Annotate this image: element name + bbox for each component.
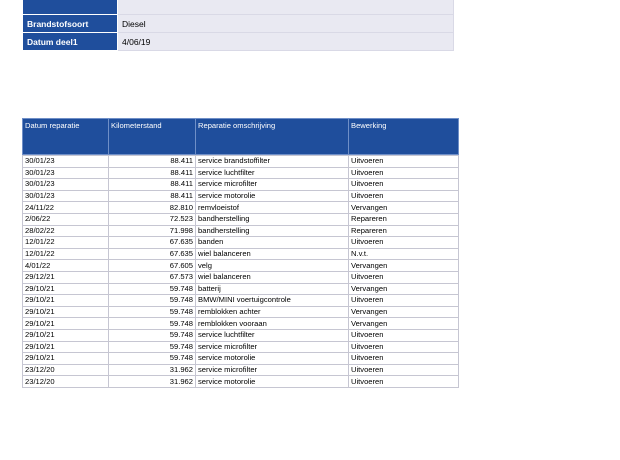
info-row (23, 33, 454, 51)
repair-mileage: 31.962 (109, 376, 196, 388)
table-row (23, 167, 459, 179)
table-row (23, 260, 459, 272)
repair-action: Uitvoeren (349, 341, 459, 353)
repair-description: remblokken achter (196, 306, 349, 318)
repair-date: 23/12/20 (23, 364, 109, 376)
repair-description: wiel balanceren (196, 248, 349, 260)
repair-mileage: 88.411 (109, 190, 196, 202)
repair-mileage: 71.998 (109, 225, 196, 237)
table-row (23, 190, 459, 202)
info-value: Diesel (118, 15, 454, 33)
repair-action: Vervangen (349, 283, 459, 295)
header-bewerking: Bewerking (349, 119, 459, 155)
repair-date: 2/06/22 (23, 213, 109, 225)
repair-description: velg (196, 260, 349, 272)
repair-description: service brandstoffilter (196, 156, 349, 168)
repair-description: bandherstelling (196, 225, 349, 237)
table-row (23, 202, 459, 214)
repair-date: 4/01/22 (23, 260, 109, 272)
repair-date: 29/10/21 (23, 283, 109, 295)
repair-action: Uitvoeren (349, 167, 459, 179)
repair-date: 29/10/21 (23, 341, 109, 353)
repair-mileage: 31.962 (109, 364, 196, 376)
table-row (23, 237, 459, 249)
repair-date: 12/01/22 (23, 237, 109, 249)
repair-mileage: 59.748 (109, 329, 196, 341)
table-row (23, 306, 459, 318)
repair-description: service microfilter (196, 364, 349, 376)
repair-description: BMW/MINI voertuigcontrole (196, 295, 349, 307)
repair-date: 23/12/20 (23, 376, 109, 388)
table-row (23, 283, 459, 295)
repair-description: bandherstelling (196, 213, 349, 225)
repair-mileage: 67.635 (109, 237, 196, 249)
repair-date: 29/10/21 (23, 306, 109, 318)
repair-action: Repareren (349, 213, 459, 225)
repair-mileage: 82.810 (109, 202, 196, 214)
repair-mileage: 88.411 (109, 179, 196, 191)
table-row (23, 295, 459, 307)
repair-date: 29/10/21 (23, 353, 109, 365)
repair-action: Uitvoeren (349, 353, 459, 365)
repair-date: 29/12/21 (23, 271, 109, 283)
repair-mileage: 88.411 (109, 167, 196, 179)
repair-description: service microfilter (196, 179, 349, 191)
repair-date: 30/01/23 (23, 167, 109, 179)
table-row (23, 329, 459, 341)
repair-description: remblokken vooraan (196, 318, 349, 330)
repair-history-table (22, 118, 459, 388)
repair-action: Uitvoeren (349, 271, 459, 283)
info-label (23, 0, 118, 15)
repair-action: Uitvoeren (349, 364, 459, 376)
repair-mileage: 59.748 (109, 295, 196, 307)
repair-description: service luchtfilter (196, 329, 349, 341)
repair-mileage: 59.748 (109, 341, 196, 353)
repair-action: Uitvoeren (349, 190, 459, 202)
repair-description: remvloeistof (196, 202, 349, 214)
repair-table-header (23, 119, 459, 155)
info-row (23, 0, 454, 15)
info-label: Datum deel1 (23, 33, 118, 51)
repair-action: Uitvoeren (349, 237, 459, 249)
repair-action: Repareren (349, 225, 459, 237)
repair-action: Uitvoeren (349, 156, 459, 168)
header-datum-reparatie: Datum reparatie (23, 119, 109, 155)
repair-date: 29/10/21 (23, 329, 109, 341)
repair-description: service microfilter (196, 341, 349, 353)
repair-action: N.v.t. (349, 248, 459, 260)
repair-date: 30/01/23 (23, 156, 109, 168)
header-kilometerstand: Kilometerstand (109, 119, 196, 155)
repair-mileage: 88.411 (109, 156, 196, 168)
table-row (23, 364, 459, 376)
vehicle-info-table (22, 0, 454, 51)
info-row (23, 15, 454, 33)
repair-action: Vervangen (349, 306, 459, 318)
repair-date: 12/01/22 (23, 248, 109, 260)
repair-mileage: 72.523 (109, 213, 196, 225)
repair-date: 29/10/21 (23, 295, 109, 307)
table-row (23, 248, 459, 260)
repair-description: wiel balanceren (196, 271, 349, 283)
table-row (23, 271, 459, 283)
repair-description: service motorolie (196, 353, 349, 365)
repair-date: 30/01/23 (23, 179, 109, 191)
repair-date: 24/11/22 (23, 202, 109, 214)
repair-date: 28/02/22 (23, 225, 109, 237)
repair-mileage: 67.573 (109, 271, 196, 283)
repair-action: Uitvoeren (349, 376, 459, 388)
info-value (118, 0, 454, 15)
repair-description: banden (196, 237, 349, 249)
table-row (23, 213, 459, 225)
repair-description: service motorolie (196, 190, 349, 202)
table-row (23, 353, 459, 365)
table-row (23, 376, 459, 388)
repair-mileage: 67.635 (109, 248, 196, 260)
table-row (23, 318, 459, 330)
repair-action: Uitvoeren (349, 329, 459, 341)
repair-mileage: 59.748 (109, 318, 196, 330)
repair-date: 30/01/23 (23, 190, 109, 202)
table-row (23, 156, 459, 168)
repair-action: Vervangen (349, 260, 459, 272)
repair-description: service motorolie (196, 376, 349, 388)
repair-date: 29/10/21 (23, 318, 109, 330)
repair-description: batterij (196, 283, 349, 295)
repair-action: Uitvoeren (349, 179, 459, 191)
repair-action: Vervangen (349, 318, 459, 330)
repair-mileage: 59.748 (109, 283, 196, 295)
table-row (23, 341, 459, 353)
header-reparatie-omschrijving: Reparatie omschrijving (196, 119, 349, 155)
info-label: Brandstofsoort (23, 15, 118, 33)
repair-description: service luchtfilter (196, 167, 349, 179)
info-value: 4/06/19 (118, 33, 454, 51)
table-row (23, 179, 459, 191)
repair-action: Vervangen (349, 202, 459, 214)
repair-mileage: 59.748 (109, 353, 196, 365)
table-row (23, 225, 459, 237)
repair-action: Uitvoeren (349, 295, 459, 307)
repair-mileage: 67.605 (109, 260, 196, 272)
repair-mileage: 59.748 (109, 306, 196, 318)
